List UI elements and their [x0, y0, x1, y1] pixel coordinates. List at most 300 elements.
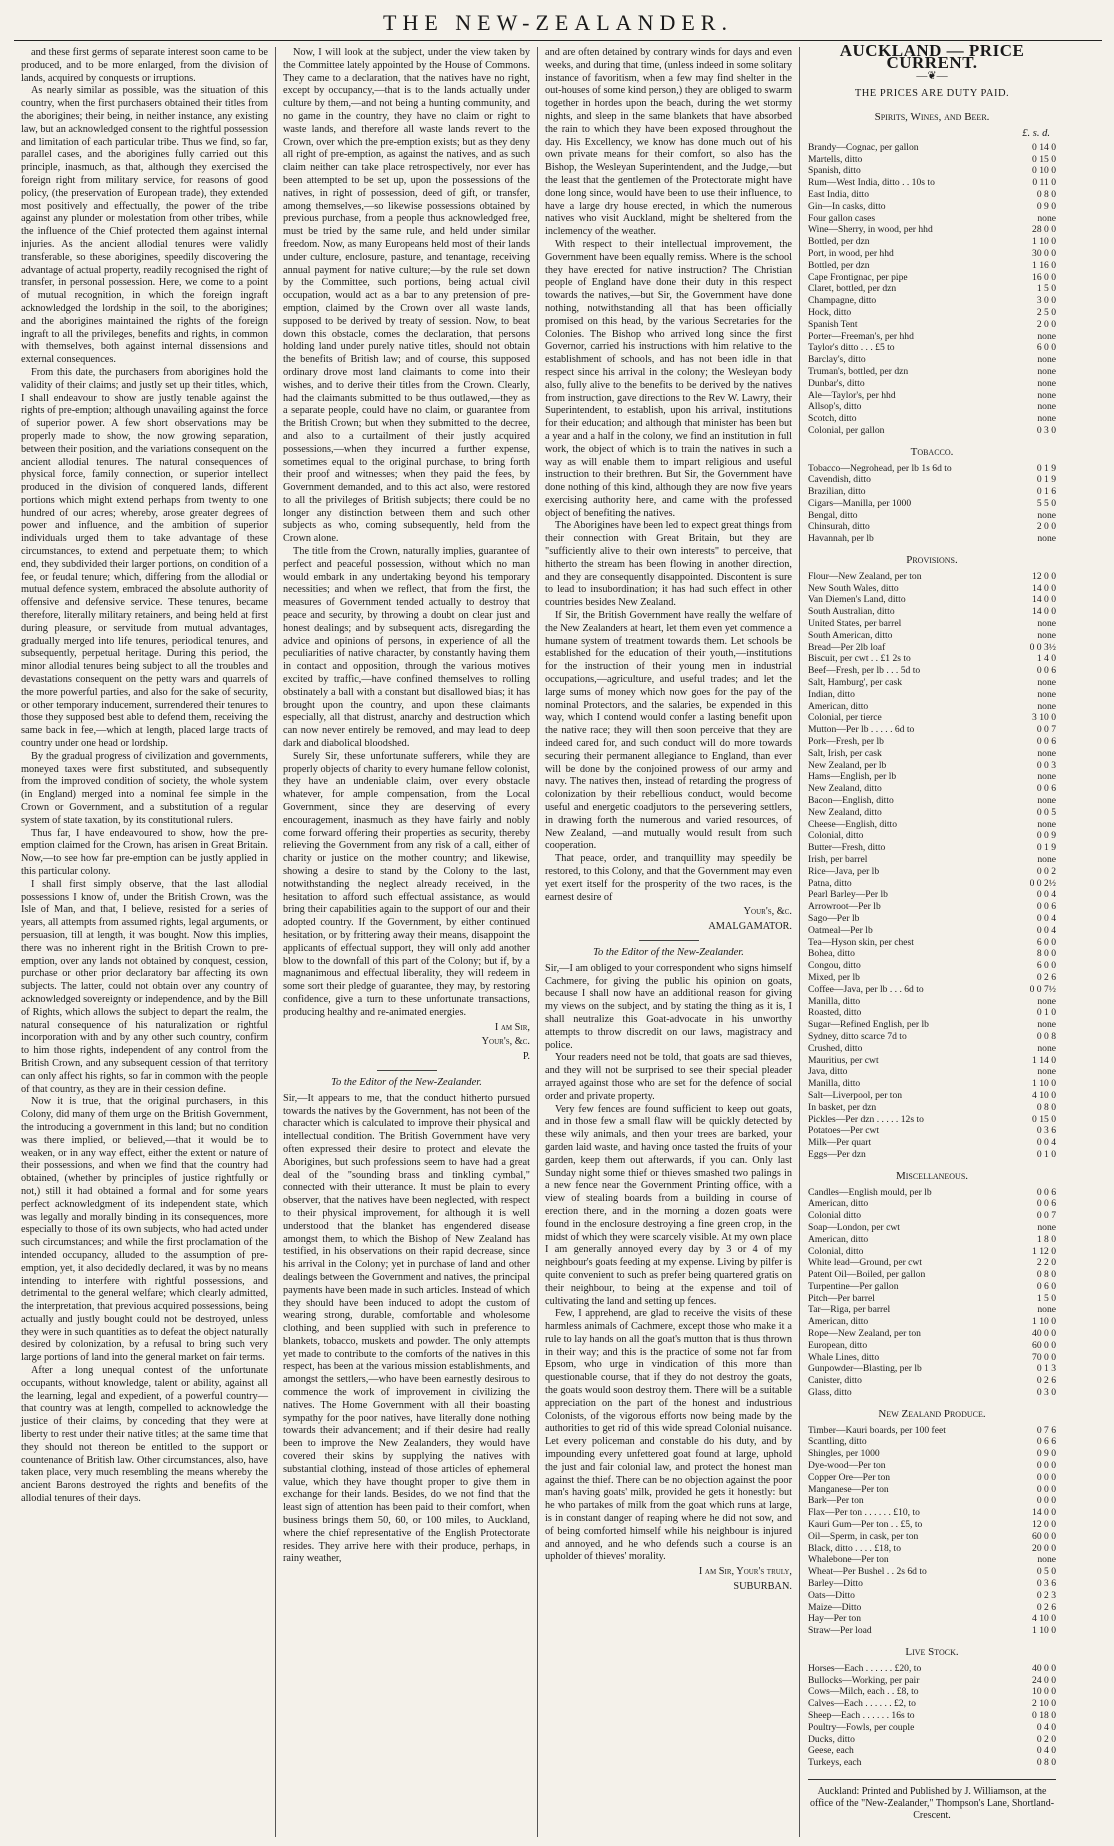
- price-current: [800, 41, 1062, 1837]
- price-item-label: Irish, per barrel: [808, 854, 868, 865]
- price-item-label: Scantling, ditto: [808, 1436, 867, 1448]
- price-item-label: Poultry—Fowls, per couple: [808, 1721, 915, 1733]
- price-item-label: Copper Ore—Per ton: [808, 1471, 891, 1483]
- price-item-value: none: [1037, 771, 1056, 783]
- price-row: [808, 972, 1056, 984]
- price-item-label: Barclay's, ditto: [808, 354, 866, 366]
- price-row: [808, 401, 1056, 413]
- price-row: [808, 1031, 1056, 1043]
- paragraph: With respect to their intellectual improvement, the Government have been equally remiss. Where is the school they have erected for native instruction? The Christian people of England have done their duty in this respect towards the natives,—but Sir, the Government have done nothing, notwithstanding all that has been officially promised on this head, by the various Secretaries for the Colonies. The Bishop who arrived long since the first Governor, carried his instructions with him relative to the establishment of schools, and has not been idle in that respect since his arrival in the colony; the Wesleyan body also, fully alive to the benefits to be derived by the natives from instruction, gave directions to the Rev W. Lawry, their Superintendent, to establish, upon his arrival, institutions for their education; and although that minister has been but a year and a half in the colony, we find an institution in full work, the object of which is to train the natives in such a way as will enable them to impart religious and useful instruction to their brethren. But Sir, the Government have done nothing of this kind, although they are now five years exercising authority here, and came with the professed object of benefiting the natives.: [545, 238, 792, 519]
- paragraph: That peace, order, and tranquillity may speedily be restored, to this Colony, and that the Government may even yet exert itself for the prosperity of the two races, is the earnest desire of: [545, 853, 792, 903]
- price-item-label: Rice—Java, per lb: [808, 865, 880, 877]
- price-item-label: Patna, ditto: [808, 877, 852, 889]
- letter-signature: I am Sir,: [494, 1021, 530, 1033]
- price-row: [808, 1078, 1056, 1090]
- letter-heading: To the Editor of the New-Zealander.: [593, 946, 744, 958]
- price-row: [808, 913, 1056, 925]
- price-item-value: 1 10 0: [1032, 1316, 1056, 1328]
- price-row: [808, 866, 1056, 878]
- price-item-label: Rum—West India, ditto . . 10s to: [808, 177, 935, 189]
- price-item-value: 0 0 6: [1036, 1198, 1056, 1210]
- price-item-label: Congou, ditto: [808, 960, 861, 972]
- price-item-label: Biscuit, per cwt . . £1 2s to: [808, 653, 911, 665]
- price-row: [808, 1734, 1056, 1746]
- price-item-label: Soap—London, per cwt: [808, 1221, 900, 1233]
- divider: [377, 1070, 437, 1071]
- price-item-value: 0 0 3½: [1029, 641, 1056, 653]
- price-item-value: 14 0 0: [1032, 582, 1056, 594]
- price-row: [808, 1757, 1056, 1769]
- price-item-label: Sheep—Each . . . . . . 16s to: [808, 1709, 915, 1721]
- price-item-label: Colonial, per tierce: [808, 712, 882, 724]
- column-2-letters: [276, 47, 538, 1837]
- price-item-value: 8 0 0: [1036, 948, 1056, 960]
- price-row: [808, 665, 1056, 677]
- price-item-label: Hams—English, per lb: [808, 771, 897, 783]
- price-item-label: Sydney, ditto scarce 7d to: [808, 1030, 907, 1042]
- price-item-value: 12 0 0: [1032, 570, 1056, 582]
- price-item-label: Manilla, ditto: [808, 995, 861, 1007]
- price-row: [808, 354, 1056, 366]
- price-row: [808, 618, 1056, 630]
- price-item-label: Four gallon cases: [808, 212, 876, 224]
- price-item-value: none: [1037, 354, 1056, 366]
- price-item-value: 0 0 0: [1036, 1483, 1056, 1495]
- price-row: [808, 1566, 1056, 1578]
- price-item-value: 0 11 0: [1032, 177, 1056, 189]
- column-1-allodial-tenures: [14, 47, 276, 1837]
- price-row: [808, 1663, 1056, 1675]
- paragraph: I shall first simply observe, that the last allodial possessions I know of, under the British Crown, was the Isle of Man, and that, I believe, resisted for a series of years, all attempts from assumed rights, legal arguments, or persuasion, till at length, it was bought. Now this implies, there was no inherent right in the British Crown to pre-emption, over any lands not obtained by conquest, cession, purchase or other prior declaratory bar affecting its own subjects. The latter, could not obtain over any country of acknowledged sovereignty or independence, and by the Bill of Rights, which allows the subject to depart the realm, the natural consequence of his naturalization or rightful incorporation with and by any other such country, confirm to him those rights, independent of any control from the British Crown, and any subsequent cession of that territory can only affect his rights, so far in common with the people of that country, as they are in their cession define.: [21, 878, 268, 1095]
- price-item-value: 6 0 0: [1036, 342, 1056, 354]
- price-item-value: 0 0 6: [1036, 736, 1056, 748]
- price-item-value: 0 0 4: [1036, 912, 1056, 924]
- price-row: [808, 1613, 1056, 1625]
- price-item-label: Timber—Kauri boards, per 100 feet: [808, 1424, 946, 1436]
- price-item-value: 6 0 0: [1036, 960, 1056, 972]
- price-item-label: Ale—Taylor's, per hhd: [808, 389, 896, 401]
- price-item-label: European, ditto: [808, 1339, 868, 1351]
- price-row: [808, 925, 1056, 937]
- paragraph: After a long unequal contest of the unfortunate occupants, without knowledge, talent or ability, against all the learning, legal and expedient, of a powerful country—that country was at length, compelled to acknowledge the justice of their claims, by conceding that they were at liberty to rest under their native titles; at the same time that they should not thereon be entitled to the support or countenance of British law. Other circumstances, also, have taken place, very much resembling the means whereby the ancient Barons destroyed the rights and benefits of the allodial tenures of their days.: [21, 1365, 268, 1505]
- paragraph: Your readers need not be told, that goats are sad thieves, and they will not be surprised to see their special pleader arrayed against those who are set for the defence of social order and private property.: [545, 1052, 792, 1102]
- price-item-value: none: [1037, 1019, 1056, 1031]
- paragraph: The title from the Crown, naturally implies, guarantee of perfect and peaceful possession, without which no man would embark in any undertaking beyond his temporary necessities; and when we reflect, that from the first, the measures of Government tended actually to destroy that peace and security, by throwing a doubt on clear just and honest dealings; and by subsequent acts, disregarding the advice and opinions of persons, in experience of all the peculiarities of native character, by constantly having them in contact and opposition, through the various motives excited by traffic,—have confined themselves to rolling obstinately a ball with a constant but disallowed bias; it has brought upon the country, and upon these claimants especially, all that distrust, anarchy and destruction which can now never entirely be removed, and may lead to deep dark and diabolical bloodshed.: [283, 546, 530, 750]
- price-row: [808, 1007, 1056, 1019]
- price-item-value: 0 2 3: [1036, 1589, 1056, 1601]
- price-row: [808, 1519, 1056, 1531]
- price-item-label: Butter—Fresh, ditto: [808, 842, 886, 854]
- price-item-value: 0 10 0: [1032, 165, 1056, 177]
- price-item-label: Turpentine—Per gallon: [808, 1280, 899, 1292]
- paragraph: Thus far, I have endeavoured to show, how the pre-emption claimed for the Crown, has arisen in Great Britain. Now,—to see how far pre-emption can be justly applied in this particular colony.: [21, 827, 268, 877]
- price-item-label: American, ditto: [808, 1316, 869, 1328]
- paragraph: Sir,—It appears to me, that the conduct hitherto pursued towards the natives by the Government, has not been of the character which is calculated to improve their physical and intellectual condition. The British Government have very often expressed their desire to protect and elevate the Aborigines, but such professions seem to have had a great deal of the "sounding brass and tinkling cymbal," connected with their utterance. It must be plain to every observer, that the natives have been neglected, with respect to their physical improvement, for although it is well understood that the blanket has engendered disease amongst them, to which the Bishop of New Zealand has testified, in his observations on their rapid decrease, since his arrival in the Colony; yet in purchase of land and other dealings between the Government and natives, the principal payments have been made in such articles. Instead of which they should have been induced to adopt the custom of wearing strong, durable, comfortable and wholesome clothing, and been supplied with such in preference to blankets, tobacco, muskets and powder. The only attempts yet made to contribute to the comforts of the natives in this respect, has been at the various mission establishments, and amongst the settlers,—who have been earnestly desirous to commence the work of improvement in civilizing the natives. The Home Government with all their boasting sympathy for the poor natives, have literally done nothing towards their advancement; and if their desire had really been to improve the New Zealanders, they would have covered their skins by supplying the natives with substantial clothing, instead of those articles of ephemeral value, which they have thought proper to give them in exchange for their lands. Besides, do we not find that the least sign of attention has been paid to their comfort, when business brings them 50, 60, or 100 miles, to Auckland, where the chief representative of the English Protectorate resides. They arrive here with their produce, perhaps, in rainy weather,: [283, 1092, 530, 1565]
- price-row: [808, 854, 1056, 866]
- price-section-title: Provisions.: [906, 554, 958, 567]
- price-item-value: none: [1037, 677, 1056, 689]
- price-row: [808, 1114, 1056, 1126]
- price-item-value: none: [1037, 854, 1056, 865]
- paragraph: Sir,—I am obliged to your correspondent who signs himself Cachmere, for giving the public his opinion on goats, because I shall now have an additional reason for giving my views on the subject, and by stating the thing as it is, I shall neutralize this Goat-advocate in his unworthy attempts to throw discredit on our laws, magistracy and police.: [545, 962, 792, 1051]
- price-item-label: Cape Frontignac, per pipe: [808, 271, 908, 283]
- price-item-label: Tar—Riga, per barrel: [808, 1304, 891, 1316]
- price-item-value: none: [1037, 629, 1056, 641]
- price-item-value: 0 15 0: [1032, 1113, 1056, 1125]
- price-item-label: Wine—Sherry, in wood, per hhd: [808, 224, 933, 236]
- price-item-label: Flour—New Zealand, per ton: [808, 570, 922, 582]
- price-item-value: none: [1037, 818, 1056, 830]
- price-row: [808, 748, 1056, 760]
- price-item-value: 30 0 0: [1032, 247, 1056, 259]
- price-row: [808, 677, 1056, 689]
- price-item-label: Pork—Fresh, per lb: [808, 736, 884, 748]
- price-row: [808, 142, 1056, 154]
- price-row: [808, 413, 1056, 425]
- price-item-label: Black, ditto . . . . £18, to: [808, 1542, 902, 1554]
- price-item-value: 0 0 0: [1036, 1495, 1056, 1507]
- price-section-title: Miscellaneous.: [895, 1169, 969, 1182]
- price-item-label: Cavendish, ditto: [808, 474, 871, 486]
- price-item-value: 6 0 0: [1036, 936, 1056, 948]
- price-item-label: Whale Lines, ditto: [808, 1351, 880, 1363]
- paragraph: Now it is true, that the original purchasers, in this Colony, did many of them urge on the British Government, the introducing a government in this land; but no condition was there implied, or believed,—that it would be to weaken, or in any way effect, either the extent or nature of their possessions, and when we find that the country had obtained, (whether by principles of justice rightfully or not,) still it had obtained a formal and for some years perfect acknowledgment of its independent state, which was legally and morally binding in its consequences, more especially to those of its own subjects, who had acted under such circumstances; and while the first proclamation of the intended occupancy, alluded to the assumption of pre-emption, yet, it also decidedly declared, it was by no means intending to interfere with rightful possessions, and detrimental to the general welfare; which clearly admitted, the interpretation, that previous acquired possessions, being actually and justly bought could not be destroyed, unless they were in such quantities as to defeat the object naturally desired by colonization, by a refusal to bring such very large portions of land into the general market on fair terms.: [21, 1096, 268, 1364]
- price-row: [808, 1625, 1056, 1637]
- price-row: [808, 1710, 1056, 1722]
- price-row: [808, 1019, 1056, 1031]
- price-row: [808, 712, 1056, 724]
- price-item-value: 40 0 0: [1032, 1328, 1056, 1340]
- price-item-value: 3 10 0: [1032, 712, 1056, 724]
- price-item-value: 1 16 0: [1032, 259, 1056, 271]
- price-row: [808, 1293, 1056, 1305]
- price-item-value: 20 0 0: [1032, 1542, 1056, 1554]
- paragraph: The Aborigines have been led to expect great things from their connection with Great Britain, but they are "sufficiently alive to their own interests" to perceive, that hitherto the stream has been flowing in another direction, and they are consequently disappointed. Discontent is sure to lead to insubordination; it has had such effect in other countries besides New Zealand.: [545, 520, 792, 609]
- price-item-label: New Zealand, ditto: [808, 806, 882, 818]
- price-row: [808, 1375, 1056, 1387]
- price-item-value: 12 0 0: [1032, 1519, 1056, 1531]
- paragraph: From this date, the purchasers from aborigines hold the validity of their claims; and justly set up their titles, which, I shall endeavour to show are justly tenable against the rights of pre-emption; although unavailing against the force of superior power. A few short observations may be properly made to show, the now growing separation, between their position, and the variations consequent on the ancient allodial tenures. The natural consequences of physical force, family connection, or superior intellect produced in the division of conquered lands, different portions which might extend perhaps from twenty to one hundred of our acres; whereby, arose greater degrees of power and influence, and the ambition of superior individuals urged them to take advantage of these circumstances, to extend and perpetuate them; to which end, they subdivided their larger portions, on condition of a fee, or feudal tenure; which, differing from the allodial or mutual defence system, embraced the absolute authority of offensive and defensive service. These tenures, became therefore, literally military retainers, and being held at first during pleasure, or servitude from mutual advantages, gradually merged into life tenures, periodical tenures, and subsequently, perpetual heritage. During this period, the minor allodial tenures being subject to all the troubles and devastations consequent on the petty wars and quarrels of the more powerful parties, and also for the sake of security, or other temporary inducement, surrendered their tenures to those they supposed best able to defend them, receiving the same back in fee,—which at length, placed large tracts of country under one head or lordship.: [21, 366, 268, 750]
- letter-heading: To the Editor of the New-Zealander.: [331, 1076, 482, 1088]
- price-item-value: 0 3 0: [1036, 424, 1056, 436]
- price-row: [808, 937, 1056, 949]
- price-item-label: Sugar—Refined English, per lb: [808, 1019, 929, 1031]
- price-item-value: none: [1037, 509, 1056, 521]
- price-item-value: 0 1 0: [1036, 1148, 1056, 1160]
- price-item-label: Pearl Barley—Per lb: [808, 889, 888, 901]
- price-row: [808, 224, 1056, 236]
- price-item-label: Turkeys, each: [808, 1757, 862, 1769]
- price-item-value: none: [1037, 1554, 1056, 1566]
- price-item-value: 1 10 0: [1032, 236, 1056, 248]
- price-item-label: Whalebone—Per ton: [808, 1554, 889, 1566]
- price-item-label: Martells, ditto: [808, 153, 863, 165]
- price-item-label: Pitch—Per barrel: [808, 1292, 875, 1304]
- price-item-label: Patent Oil—Boiled, per gallon: [808, 1269, 926, 1281]
- price-item-label: South Australian, ditto: [808, 606, 895, 618]
- price-item-value: 1 8 0: [1036, 1233, 1056, 1245]
- price-row: [808, 1149, 1056, 1161]
- price-row: [808, 1090, 1056, 1102]
- paragraph: By the gradual progress of civilization and governments, moneyed taxes were first substituted, and subsequently from the improved condition of society, the whole system (in England) merged into a nominal fee simple in the Crown or Government, and a substitution of a regular system of state taxation, by its constitutional rulers.: [21, 750, 268, 826]
- price-item-value: 2 5 0: [1036, 306, 1056, 318]
- price-item-value: 0 0 7½: [1029, 983, 1056, 995]
- price-row: [808, 1043, 1056, 1055]
- price-row: [808, 154, 1056, 166]
- price-item-label: Brazilian, ditto: [808, 486, 866, 498]
- price-row: [808, 213, 1056, 225]
- price-item-label: Dye-wood—Per ton: [808, 1460, 886, 1472]
- price-item-value: 0 1 0: [1036, 1007, 1056, 1019]
- price-item-label: Colonial, per gallon: [808, 424, 885, 436]
- price-item-value: 0 6 0: [1036, 1280, 1056, 1292]
- price-row: [808, 390, 1056, 402]
- price-item-label: Oil—Sperm, in cask, per ton: [808, 1530, 919, 1542]
- price-row: [808, 425, 1056, 437]
- price-row: [808, 984, 1056, 996]
- price-item-value: 0 0 6: [1036, 1186, 1056, 1198]
- price-item-label: Geese, each: [808, 1745, 854, 1757]
- price-row: [808, 319, 1056, 331]
- price-item-label: Pickles—Per dzn . . . . . 12s to: [808, 1113, 924, 1125]
- price-item-label: Maize—Ditto: [808, 1601, 862, 1613]
- price-row: [808, 1436, 1056, 1448]
- price-item-label: Claret, bottled, per dzn: [808, 283, 897, 295]
- price-item-value: 0 3 6: [1036, 1125, 1056, 1137]
- price-row: [808, 760, 1056, 772]
- price-item-value: 0 9 0: [1036, 200, 1056, 212]
- price-row: [808, 366, 1056, 378]
- price-row: [808, 996, 1056, 1008]
- price-item-label: Spanish, ditto: [808, 165, 861, 177]
- price-item-label: Champagne, ditto: [808, 295, 877, 307]
- price-item-label: East India, ditto: [808, 188, 870, 200]
- price-item-value: 1 14 0: [1032, 1054, 1056, 1066]
- price-row: [808, 571, 1056, 583]
- price-item-value: none: [1037, 377, 1056, 389]
- paragraph: Very few fences are found sufficient to keep out goats, and in those few a small flaw will be quickly detected by these wily animals, and then your trees are barked, your garden laid waste, and having once tasted the fruits of your garden, keep them out afterwards, if you can. Only last Sunday night some thief or thieves smashed two palings in a new fence near the Government Printing office, with a view of stealing boards from a building in course of erection there, and in the morning a dozen goats were found in the enclosure destroying a fine green crop, in the midst of which they were scarcely visible. At my own place I am generally annoyed every day by 3 or 4 of my neighbour's goats feeding at my expense. Living by pilfer is quite convenient to such as prefer being quartered gratis on their neighbour, to being at the expense and toil of cultivating the land and setting up fences.: [545, 1103, 792, 1307]
- price-row: [808, 342, 1056, 354]
- price-row: [808, 283, 1056, 295]
- price-row: [808, 948, 1056, 960]
- price-item-value: 0 4 0: [1036, 1745, 1056, 1757]
- price-item-label: Salt—Liverpool, per ton: [808, 1089, 903, 1101]
- price-item-label: Canister, ditto: [808, 1375, 862, 1387]
- price-row: [808, 248, 1056, 260]
- price-row: [808, 1686, 1056, 1698]
- price-item-value: 1 5 0: [1036, 1292, 1056, 1304]
- price-item-value: none: [1037, 688, 1056, 700]
- price-row: [808, 1328, 1056, 1340]
- price-item-value: 0 0 0: [1036, 1471, 1056, 1483]
- price-item-label: Straw—Per load: [808, 1625, 872, 1637]
- price-item-label: Chinsurah, ditto: [808, 521, 870, 533]
- price-item-value: 0 8 0: [1036, 1101, 1056, 1113]
- price-item-value: 1 10 0: [1032, 1078, 1056, 1090]
- price-item-label: Colonial, ditto: [808, 830, 864, 842]
- price-item-label: Candles—English mould, per lb: [808, 1186, 932, 1198]
- price-item-label: New Zealand, per lb: [808, 759, 887, 771]
- price-item-label: Beef—Fresh, per lb . . . 5d to: [808, 665, 921, 677]
- letter-signature: P.: [522, 1051, 530, 1063]
- price-row: [808, 878, 1056, 890]
- price-row: [808, 1316, 1056, 1328]
- price-item-label: Crushed, ditto: [808, 1042, 863, 1054]
- price-row: [808, 474, 1056, 486]
- price-item-value: 0 2 6: [1036, 971, 1056, 983]
- price-row: [808, 236, 1056, 248]
- price-item-value: 0 0 2½: [1029, 877, 1056, 889]
- price-row: [808, 642, 1056, 654]
- price-row: [808, 1590, 1056, 1602]
- price-item-label: Bacon—English, ditto: [808, 795, 894, 807]
- price-item-label: Colonial ditto: [808, 1210, 862, 1222]
- price-item-value: none: [1037, 747, 1056, 759]
- price-row: [808, 653, 1056, 665]
- price-row: [808, 1722, 1056, 1734]
- price-item-label: Rope—New Zealand, per ton: [808, 1328, 921, 1340]
- price-item-label: Mixed, per lb: [808, 971, 860, 983]
- price-item-value: 1 4 0: [1036, 653, 1056, 665]
- price-item-value: 10 0 0: [1032, 1686, 1056, 1698]
- price-item-value: 60 0 0: [1032, 1530, 1056, 1542]
- price-row: [808, 807, 1056, 819]
- price-item-value: 0 1 6: [1036, 486, 1056, 498]
- price-item-value: 2 0 0: [1036, 318, 1056, 330]
- price-row: [808, 889, 1056, 901]
- price-item-value: 24 0 0: [1032, 1674, 1056, 1686]
- column-3-letters: [538, 47, 800, 1837]
- price-item-label: Oatmeal—Per lb: [808, 924, 873, 936]
- letter-signature: Your's, &c.: [743, 906, 792, 918]
- price-item-value: 0 1 9: [1036, 842, 1056, 854]
- price-item-label: American, ditto: [808, 1233, 869, 1245]
- price-item-label: Bottled, per dzn: [808, 259, 870, 271]
- price-item-label: Oats—Ditto: [808, 1589, 855, 1601]
- price-item-label: Tea—Hyson skin, per chest: [808, 936, 914, 948]
- price-item-value: 0 0 9: [1036, 830, 1056, 842]
- paragraph: and these first germs of separate interest soon came to be produced, and to be more enlarged, from the division of lands, acquired by conquests or irruptions.: [21, 47, 268, 84]
- price-item-label: Cheese—English, ditto: [808, 818, 897, 830]
- price-item-label: Shingles, per 1000: [808, 1448, 880, 1460]
- price-item-value: none: [1037, 401, 1056, 413]
- price-row: [808, 724, 1056, 736]
- price-item-value: 0 0 3: [1036, 759, 1056, 771]
- price-item-label: White lead—Ground, per cwt: [808, 1257, 923, 1269]
- price-item-value: none: [1037, 533, 1056, 545]
- price-item-value: 0 8 0: [1036, 1757, 1056, 1769]
- price-row: [808, 307, 1056, 319]
- price-item-label: Manganese—Per ton: [808, 1483, 889, 1495]
- price-row: [808, 736, 1056, 748]
- price-item-value: 0 15 0: [1032, 153, 1056, 165]
- price-item-label: Gunpowder—Blasting, per lb: [808, 1363, 922, 1375]
- price-item-value: none: [1037, 1221, 1056, 1233]
- price-row: [808, 510, 1056, 522]
- paragraph: Few, I apprehend, are glad to receive the visits of these harmless animals of Cachmere, except those who make it a rule to lay hands on all the goat's mutton that is thus thrown in their way; and this is the practice of some not far from Epsom, who urge in vindication of this more than questionable course, that if they do not destroy the goats, the goats would soon destroy them. There will be a suitable appreciation on the part of the honest and industrious Colonists, of the vigorous efforts now being made by the authorities to get rid of this wide spread Colonial nuisance. Let every policeman and constable do his duty, and by impounding every unfettered goat found at large, uphold the just and fair colonial law, and protect the honest man against the thief. There can be no objection against the poor man's having goats' milk, provided he gets it honestly: but he who partakes of milk from the goat which runs at large, is in constant danger of reaping where he did not sow, and of being comforted himself while his neighbour is injured and annoyed, and he who defends such a course is an upholder of thieves' morality.: [545, 1308, 792, 1563]
- price-item-label: Cows—Milch, each . . £8, to: [808, 1686, 919, 1698]
- price-row: [808, 842, 1056, 854]
- price-item-value: none: [1037, 1304, 1056, 1316]
- price-row: [808, 331, 1056, 343]
- price-item-value: 0 0 6: [1036, 783, 1056, 795]
- price-item-label: In basket, per dzn: [808, 1101, 877, 1113]
- price-item-label: Mutton—Per lb . . . . . 6d to: [808, 724, 915, 736]
- price-item-value: none: [1037, 1066, 1056, 1078]
- price-row: [808, 1484, 1056, 1496]
- price-item-label: Bohea, ditto: [808, 948, 855, 960]
- price-item-value: 70 0 0: [1032, 1351, 1056, 1363]
- price-row: [808, 1257, 1056, 1269]
- price-row: [808, 1198, 1056, 1210]
- price-row: [808, 272, 1056, 284]
- price-row: [808, 1531, 1056, 1543]
- price-item-value: none: [1037, 1042, 1056, 1054]
- price-row: [808, 1125, 1056, 1137]
- price-item-value: 0 0 0: [1036, 1460, 1056, 1472]
- price-row: [808, 378, 1056, 390]
- price-item-value: 0 9 0: [1036, 1448, 1056, 1460]
- columns: [14, 41, 1102, 1837]
- price-item-value: 0 0 4: [1036, 924, 1056, 936]
- price-item-value: 0 6 6: [1036, 1436, 1056, 1448]
- price-item-label: Spanish Tent: [808, 318, 858, 330]
- price-item-label: Scotch, ditto: [808, 413, 857, 425]
- price-item-value: 0 8 0: [1036, 188, 1056, 200]
- price-item-value: 0 2 0: [1036, 1733, 1056, 1745]
- price-item-value: 0 3 6: [1036, 1578, 1056, 1590]
- price-item-value: 1 12 0: [1032, 1245, 1056, 1257]
- price-section-title: Live Stock.: [905, 1646, 959, 1658]
- price-row: [808, 1495, 1056, 1507]
- price-section-title: New Zealand Produce.: [878, 1407, 986, 1420]
- price-row: [808, 1281, 1056, 1293]
- price-item-label: Wheat—Per Bushel . . 2s 6d to: [808, 1566, 927, 1578]
- price-item-label: Ducks, ditto: [808, 1733, 855, 1745]
- price-item-label: American, ditto: [808, 700, 869, 712]
- price-sections: [808, 112, 1056, 1769]
- price-item-label: Arrowroot—Per lb: [808, 901, 881, 913]
- price-item-label: South American, ditto: [808, 629, 893, 641]
- price-item-value: 2 10 0: [1032, 1698, 1056, 1710]
- price-row: [808, 1352, 1056, 1364]
- price-current-title: AUCKLAND — PRICE CURRENT.: [839, 41, 1025, 72]
- letter-signature: I am Sir, Your's truly,: [698, 1566, 792, 1578]
- price-item-value: 4 10 0: [1032, 1613, 1056, 1625]
- price-item-label: Horses—Each . . . . . . £20, to: [808, 1662, 922, 1674]
- price-item-label: Glass, ditto: [808, 1387, 852, 1399]
- price-item-value: none: [1037, 212, 1056, 224]
- masthead: THE NEW-ZEALANDER.: [14, 10, 1102, 41]
- paragraph: As nearly similar as possible, was the situation of this country, when the first purchasers obtained their titles from the aborigines; their being, in neither instance, any existing law, but an acknowledged consent to the rightful possession and limitation of each particular tribe. Thus we find, so far, parallel cases, and the aborigines fully carried out this principle, inasmuch, as that, although they exercised the foreign right from military service, for reasons of good policy, (the preservation of European trade), they extended most positively and effectually, the power of the tribe against any plunder or molestation from other tribes, while the influence of the Chief protected them against internal injuries. As the ancient allodial tenures were validly transferable, so these aborigines, speedily discovering the advantage of actual property, readily recognised the right of transfer, in personal possession. Here, we come to a point of mutual recognition, in which the foreign ingraft acknowledged the lordship in the soil, to the aborigines; and the aborigines maintained the rights of the foreign ingraft to all the privileges, benefits and rights, in common with themselves, both against internal dissensions and external consequences.: [21, 85, 268, 366]
- price-item-value: 0 0 4: [1036, 889, 1056, 901]
- price-row: [808, 1460, 1056, 1472]
- price-row: [808, 1066, 1056, 1078]
- price-item-value: 0 1 3: [1036, 1363, 1056, 1375]
- price-item-value: 0 2 6: [1036, 1375, 1056, 1387]
- price-item-label: Flax—Per ton . . . . . . £10, to: [808, 1507, 920, 1519]
- price-row: [808, 960, 1056, 972]
- price-item-value: 2 2 0: [1036, 1257, 1056, 1269]
- price-item-label: Salt, Irish, per cask: [808, 747, 882, 759]
- price-row: [808, 819, 1056, 831]
- price-row: [808, 783, 1056, 795]
- price-item-value: none: [1037, 795, 1056, 807]
- price-item-value: 0 0 6: [1036, 901, 1056, 913]
- price-item-label: Bottled, per dzn: [808, 236, 870, 248]
- price-row: [808, 1425, 1056, 1437]
- price-row: [808, 1187, 1056, 1199]
